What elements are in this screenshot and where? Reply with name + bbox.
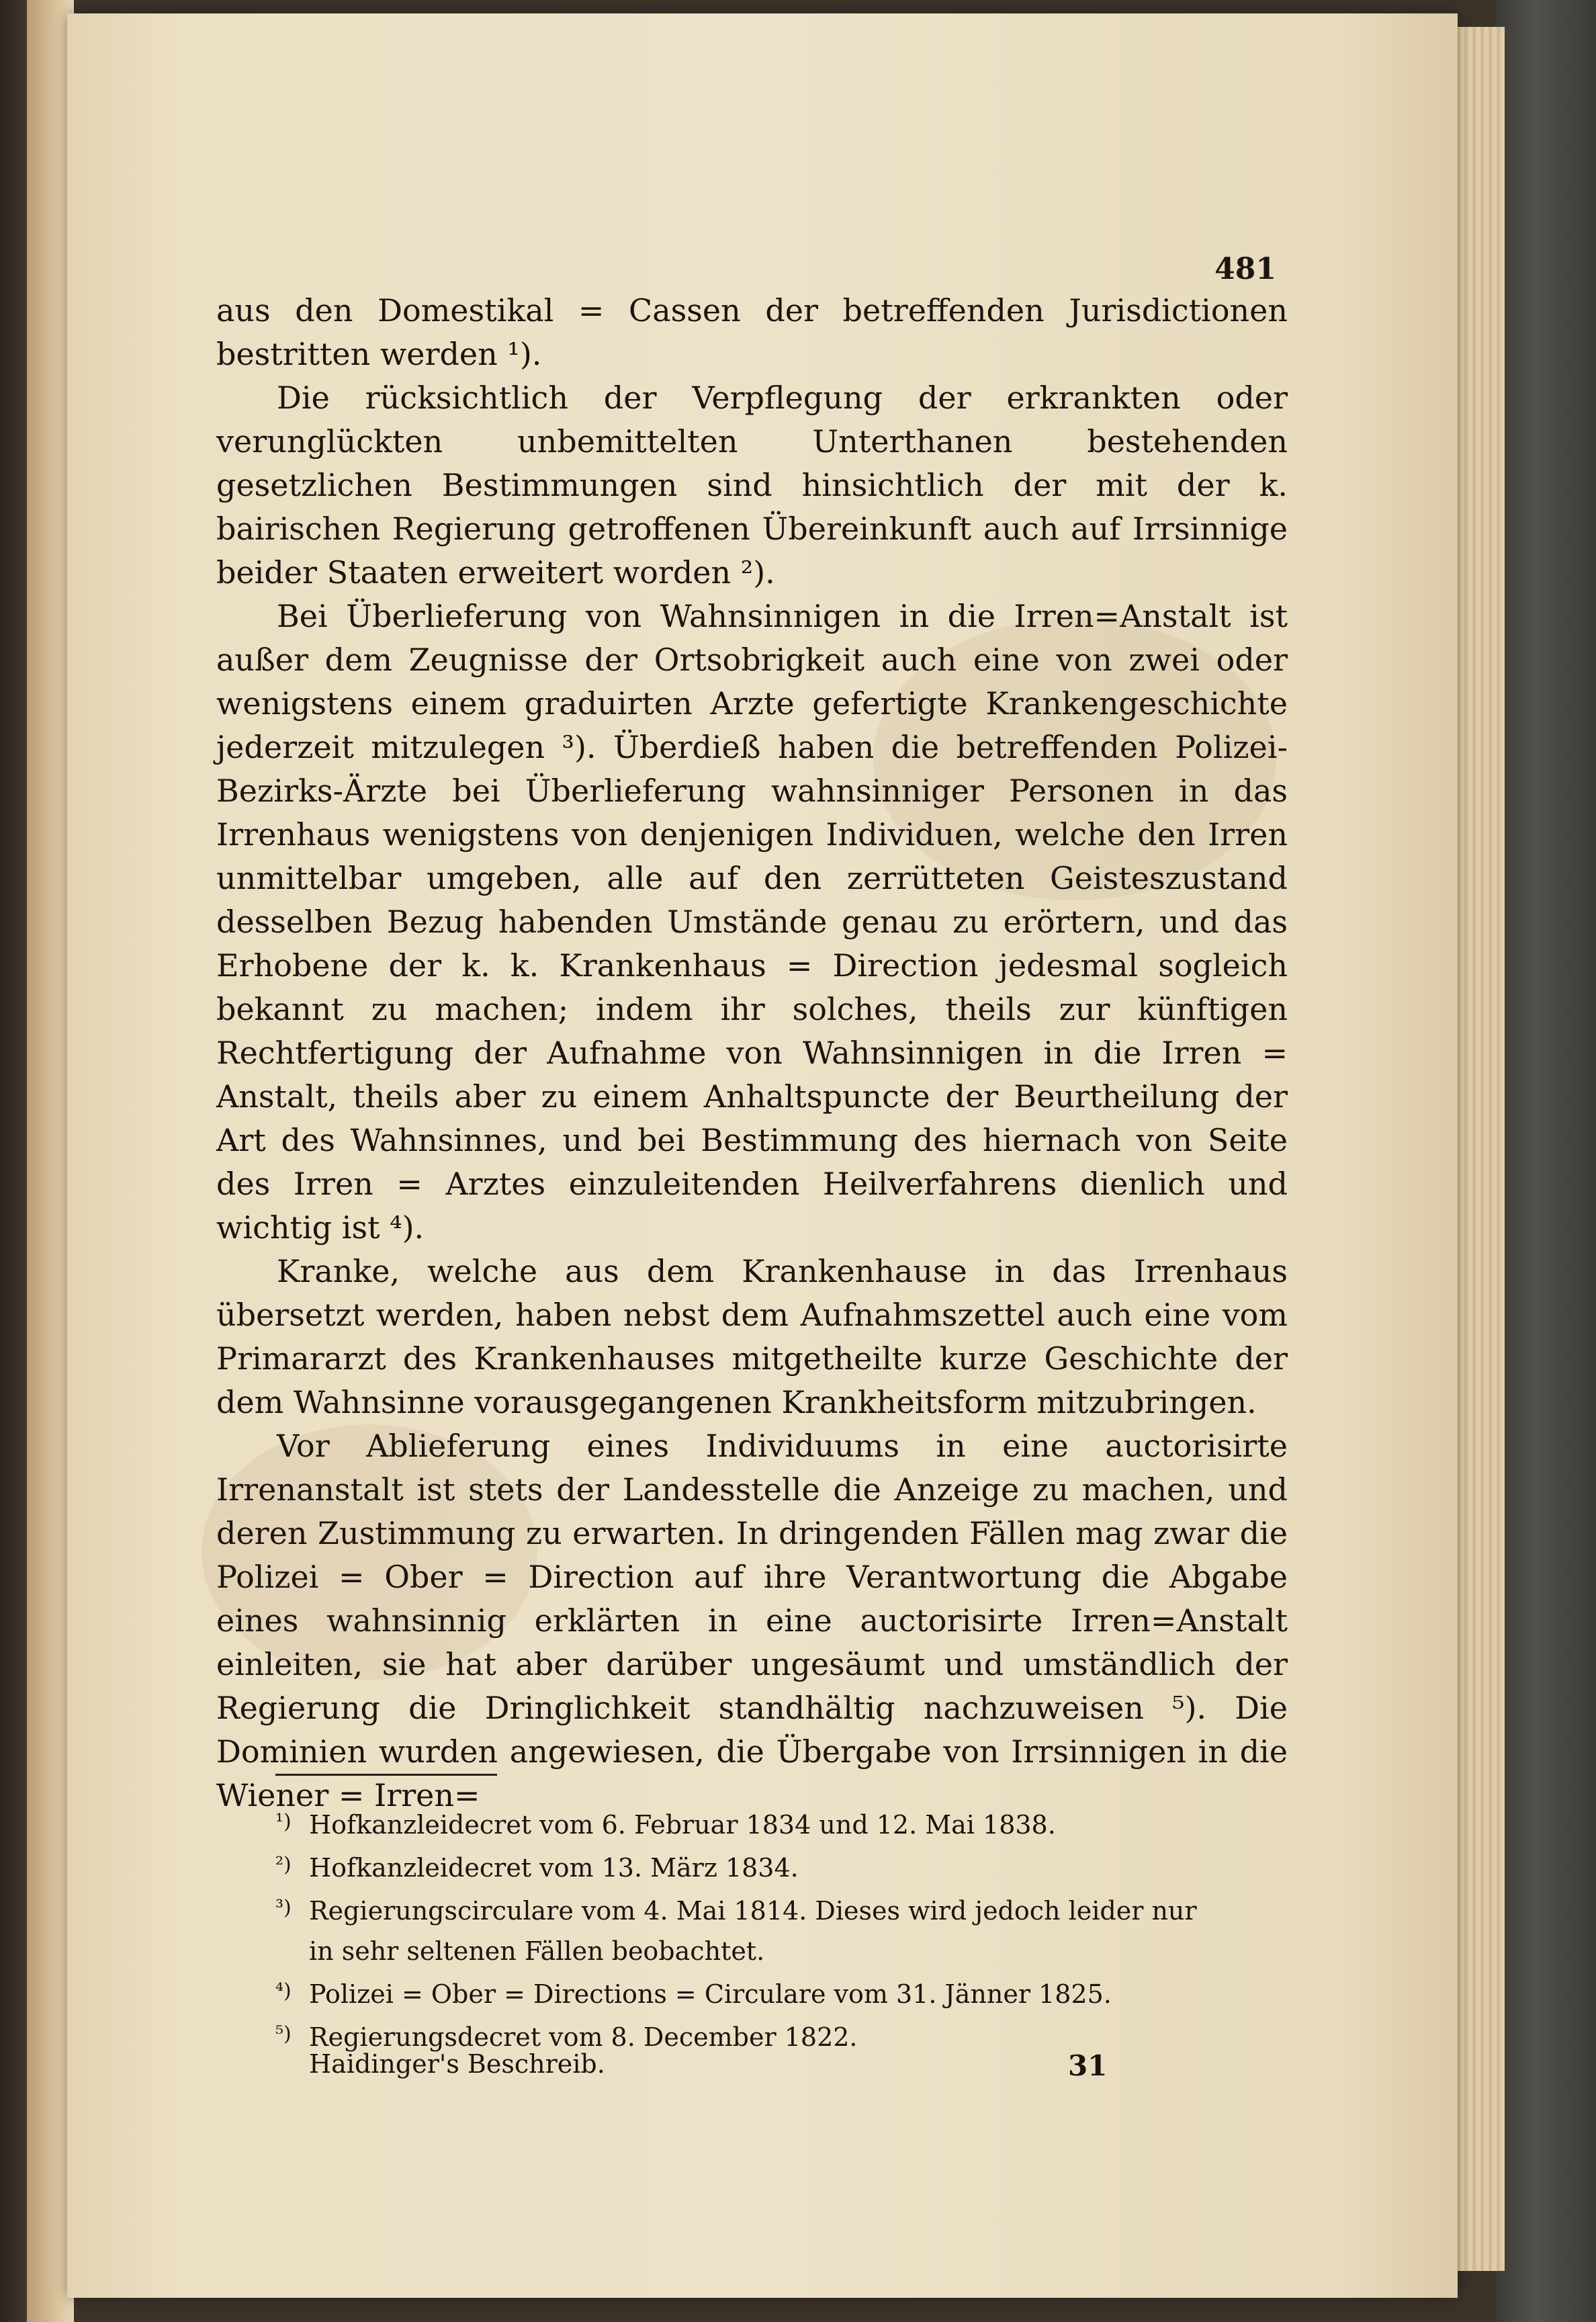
footnote-text: Polizei = Ober = Directions = Circulare vom 31. Jänner 1825. [309, 1979, 1112, 2009]
paragraph: Bei Überlieferung von Wahnsinnigen in die Irren=Anstalt ist außer dem Zeugnisse der Ortsobrigkeit auch eine von zwei oder wenigstens einem graduirten Arzte gefertigte Krankengeschichte jederzeit mitzulegen ³). Überdieß haben die betreffenden Polizei-Bezirks-Ärzte bei Überlieferung wahnsinniger Personen in das Irrenhaus wenigstens von denjenigen Individuen, welche den Irren unmittelbar umgeben, alle auf den zerrütteten Geisteszustand desselben Bezug habenden Umstände genau zu erörtern, und das Erhobene der k. k. Krankenhaus = Direction jedesmal sogleich bekannt zu machen; indem ihr solches, theils zur künftigen Rechtfertigung der Aufnahme von Wahnsinnigen in die Irren = Anstalt, theils aber zu einem Anhaltspuncte der Beurtheilung der Art des Wahnsinnes, und bei Bestimmung des hiernach von Seite des Irren = Arztes einzuleitenden Heilverfahrens dienlich und wichtig ist ⁴). [216, 598, 1288, 1246]
footnote [275, 1802, 1290, 1845]
book-page [67, 13, 1458, 2298]
body-text [216, 289, 1288, 1817]
page-number: 481 [1214, 252, 1276, 286]
paragraph: Die rücksichtlich der Verpflegung der erkrankten oder verunglückten unbemittelten Unterthanen bestehenden gesetzlichen Bestimmungen sind hinsichtlich der mit der k. bairischen Regierung getroffenen Übereinkunft auch auf Irrsinnige beider Staaten erweitert worden ²). [216, 380, 1288, 591]
footnote [275, 1888, 1290, 1931]
footnote-mark: ⁵) [275, 2022, 292, 2046]
book-cover-right [1495, 0, 1596, 2322]
footnote-text: in sehr seltenen Fällen beobachtet. [309, 1936, 765, 1966]
paragraph: aus den Domestikal = Cassen der betreffenden Jurisdictionen bestritten werden ¹). [216, 292, 1288, 372]
footnote-text: Hofkanzleidecret vom 6. Februar 1834 und 12. Mai 1838. [309, 1810, 1056, 1840]
signature-number: 31 [1068, 2049, 1108, 2082]
footnote [275, 1845, 1290, 1888]
footnote-mark: ²) [275, 1853, 292, 1877]
footnote-continuation [309, 1931, 1290, 1971]
paragraph: Kranke, welche aus dem Krankenhause in das Irrenhaus übersetzt werden, haben nebst dem Aufnahmszettel auch eine vom Primararzt des Krankenhauses mitgetheilte kurze Geschichte der dem Wahnsinne vorausgegangenen Krankheitsform mitzubringen. [216, 1253, 1288, 1420]
signature-text: Haidinger's Beschreib. [309, 2049, 605, 2079]
paragraph: Vor Ablieferung eines Individuums in eine auctorisirte Irrenanstalt ist stets der Landesstelle die Anzeige zu machen, und deren Zustimmung zu erwarten. In dringenden Fällen mag zwar die Polizei = Ober = Direction auf ihre Verantwortung die Abgabe eines wahnsinnig erklärten in eine auctorisirte Irren=Anstalt einleiten, sie hat aber darüber ungesäumt und umständlich der Regierung die Dringlichkeit standhältig nachzuweisen ⁵). Die Dominien wurden angewiesen, die Übergabe von Irrsinnigen in die Wiener = Irren= [216, 1428, 1288, 1813]
footnotes [275, 1802, 1290, 2057]
footnote-mark: ⁴) [275, 1979, 292, 2003]
footnote-text: Regierungscirculare vom 4. Mai 1814. Dieses wird jedoch leider nur [309, 1896, 1197, 1926]
footnote-divider [275, 1774, 497, 1776]
footnote-text: Hofkanzleidecret vom 13. März 1834. [309, 1853, 799, 1883]
footnote-mark: ¹) [275, 1810, 292, 1834]
footnote [275, 1971, 1290, 2014]
footnote-text: Regierungsdecret vom 8. December 1822. [309, 2022, 858, 2052]
footnote-mark: ³) [275, 1896, 292, 1920]
